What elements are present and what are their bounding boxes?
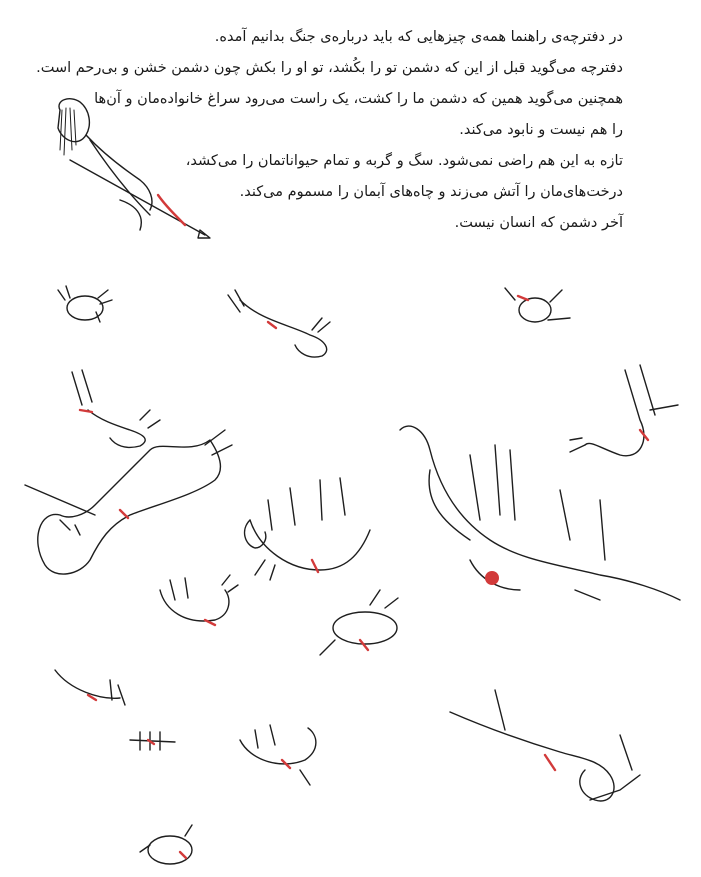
text-line-7: آخر دشمن که انسان نیست. [454,215,623,231]
small-animal-5 [55,670,125,705]
text-line-5: تازه به این هم راضی نمی‌شود. سگ و گربه و تمام حیواناتمان را می‌کشد، [185,153,623,169]
fallen-soldier-figure [58,99,210,238]
small-animal-4 [320,590,398,655]
fallen-dog-5 [240,725,316,785]
fallen-horse [25,430,232,574]
text-line-6: درخت‌های‌مان را آتش می‌زند و چاه‌های آبمان را مسموم می‌کند. [239,184,623,200]
fallen-dog-2 [72,370,160,447]
text-line-1: در دفترچه‌ی راهنما همه‌ی چیزهایی که باید درباره‌ی جنگ بدانیم آمده. [214,29,623,45]
text-line-4: را هم نیست و نابود می‌کند. [459,122,623,138]
small-animal-3 [160,575,238,625]
fallen-dog-1 [228,290,330,357]
text-line-3: همچنین می‌گوید همین که دشمن ما را کشت، یک راست می‌رود سراغ خانواده‌مان و آن‌ها [94,91,623,107]
small-animal-1 [58,286,112,322]
fallen-horse-large [400,426,680,600]
text-line-2: دفترچه می‌گوید قبل از این که دشمن تو را بکُشد، تو او را بکش چون دشمن خشن و بی‌رحم است. [36,60,623,76]
fallen-dog-4 [570,365,678,456]
fallen-dog-3 [245,478,370,580]
fallen-person [450,690,640,801]
small-animal-7 [140,825,192,864]
small-animal-6 [130,732,175,750]
small-animal-2 [505,288,570,322]
